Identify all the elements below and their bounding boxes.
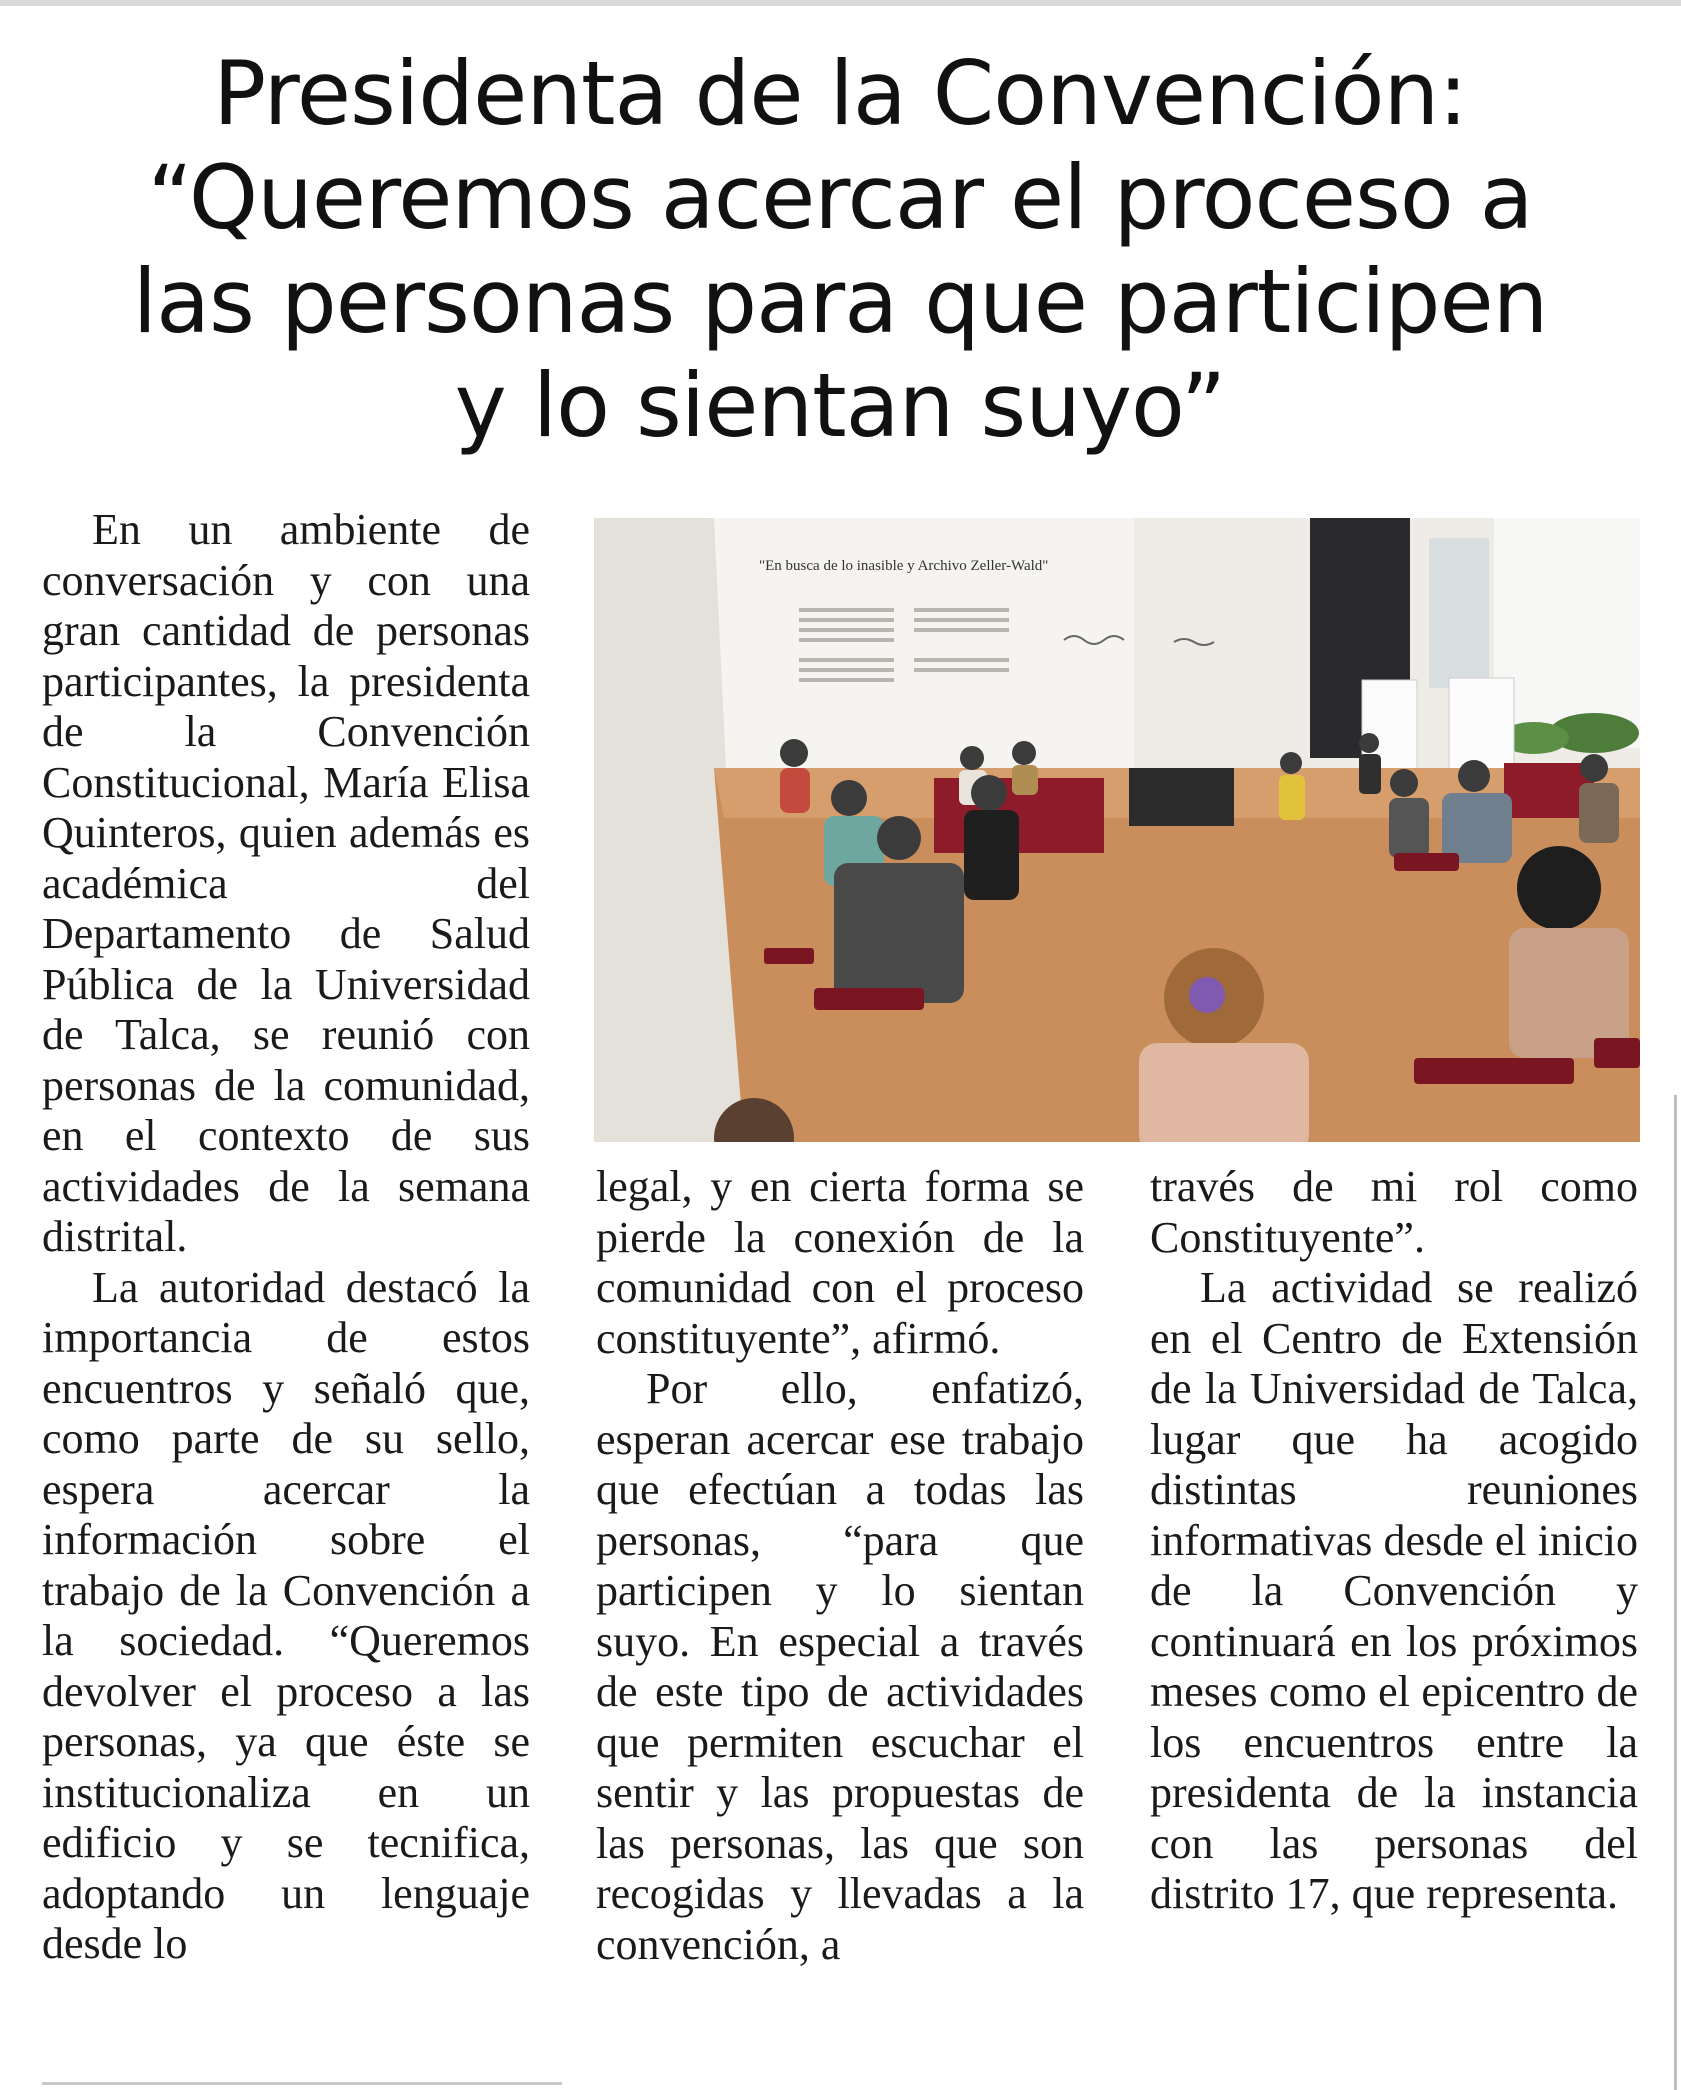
headline-line: las personas para que participen [132, 250, 1548, 353]
article-column-2 [596, 1162, 1084, 1970]
headline [40, 42, 1640, 458]
headline-line: y lo sientan suyo” [454, 354, 1226, 457]
paragraph: En un ambiente de conversación y con una gran cantidad de personas participantes, la presidenta de la Convención Constitucional, María Elisa Quinteros, quien además es académica del Departamento de Salud Pública de la Universidad de Talca, se reunió con personas de la comunidad, en el contexto de sus actividades de la semana distrital. [42, 505, 530, 1261]
headline-line: “Queremos acercar el proceso a [147, 146, 1533, 249]
paragraph: La autoridad destacó la importancia de estos encuentros y señaló que, como parte de su sello, espera acercar la información sobre el trabajo de la Convención a la sociedad. “Queremos devolver el proceso a las personas, ya que éste se institucionaliza en un edificio y se tecnifica, adoptando un lenguaje desde lo [42, 1262, 530, 1968]
event-photo-illustration [594, 518, 1640, 1142]
article-column-1 [42, 505, 530, 1970]
bottom-rule [42, 2082, 562, 2085]
side-rule [1674, 1095, 1677, 2090]
paragraph: legal, y en cierta forma se pierde la conexión de la comunidad con el proceso constituyente”, afirmó. [596, 1162, 1084, 1363]
event-photo [594, 518, 1640, 1142]
wall-title: "En busca de lo inasible y Archivo Zeller-Wald" [759, 558, 1049, 574]
paragraph: través de mi rol como Constituyente”. [1150, 1162, 1638, 1262]
article-column-3 [1150, 1162, 1638, 1920]
top-rule [0, 0, 1681, 6]
paragraph: Por ello, enfatizó, esperan acercar ese trabajo que efectúan a todas las personas, “para que participen y lo sientan suyo. En especial a través de este tipo de actividades que permiten escuchar el sentir y las propuestas de las personas, las que son recogidas y llevadas a la convención, a [596, 1364, 1084, 1969]
headline-line: Presidenta de la Convención: [213, 42, 1467, 145]
paragraph: La actividad se realizó en el Centro de Extensión de la Universidad de Talca, lugar que ha acogido distintas reuniones informativas desde el inicio de la Convención y continuará en los próximos meses como el epicentro de los encuentros entre la presidenta de la instancia con las personas del distrito 17, que representa. [1150, 1263, 1638, 1918]
